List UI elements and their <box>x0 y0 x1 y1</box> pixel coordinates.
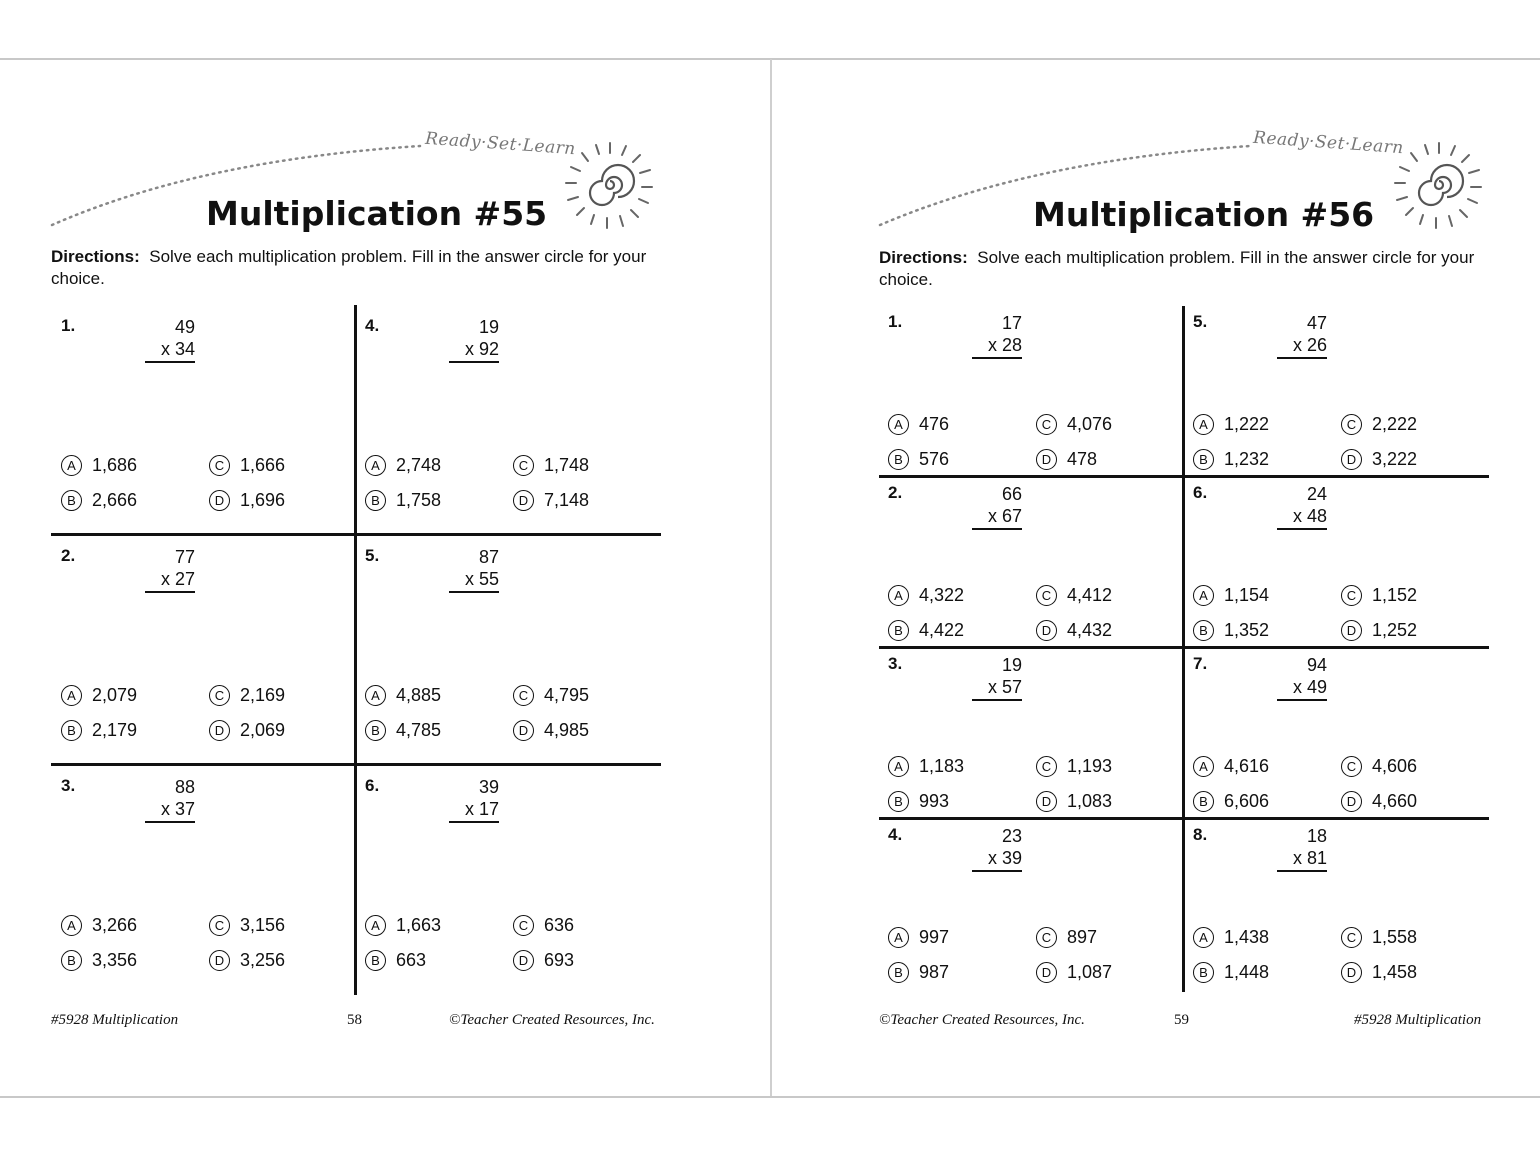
choice-value: 1,087 <box>1067 962 1113 982</box>
answer-circle-c[interactable]: C <box>513 915 534 936</box>
directions <box>879 247 1499 291</box>
answer-choice-b[interactable] <box>1193 962 1269 983</box>
answer-circle-a[interactable]: A <box>1193 585 1214 606</box>
choice-value: 3,266 <box>92 915 138 935</box>
answer-choice-c[interactable] <box>1036 585 1112 606</box>
answer-circle-a[interactable]: A <box>1193 756 1214 777</box>
answer-choice-d[interactable] <box>1341 962 1417 983</box>
answer-choice-d[interactable] <box>1036 962 1112 983</box>
answer-circle-b[interactable]: B <box>1193 620 1214 641</box>
choice-value: 1,183 <box>919 756 965 776</box>
grid-horizontal-divider <box>879 475 1489 478</box>
problem-number: 6. <box>1193 483 1208 502</box>
choice-value: 997 <box>919 927 950 947</box>
choice-value: 3,222 <box>1372 449 1418 469</box>
answer-circle-a[interactable]: A <box>888 756 909 777</box>
choice-value: 1,663 <box>396 915 442 935</box>
multiplication-problem <box>1277 483 1327 530</box>
page-title: Multiplication #56 <box>1033 195 1375 234</box>
choice-value: 4,785 <box>396 720 442 740</box>
answer-choice-b[interactable] <box>61 720 137 741</box>
multiplier: x 81 <box>1277 847 1327 872</box>
answer-choice-a[interactable] <box>888 585 964 606</box>
choice-value: 7,148 <box>544 490 590 510</box>
answer-circle-a[interactable]: A <box>61 915 82 936</box>
answer-choice-a[interactable] <box>1193 927 1269 948</box>
choice-value: 4,885 <box>396 685 442 705</box>
problem-number: 2. <box>61 546 76 565</box>
choice-value: 1,222 <box>1224 414 1270 434</box>
choice-value: 3,256 <box>240 950 286 970</box>
answer-choice-a[interactable] <box>1193 756 1269 777</box>
answer-circle-b[interactable]: B <box>61 950 82 971</box>
multiplication-problem <box>1277 825 1327 872</box>
multiplier: x 67 <box>972 505 1022 530</box>
answer-circle-b[interactable]: B <box>1193 449 1214 470</box>
answer-circle-b[interactable]: B <box>365 490 386 511</box>
choice-value: 4,985 <box>544 720 590 740</box>
answer-circle-c[interactable]: C <box>1341 585 1362 606</box>
multiplication-problem <box>1277 654 1327 701</box>
choice-value: 3,356 <box>92 950 138 970</box>
multiplication-problem <box>972 483 1022 530</box>
multiplier: x 17 <box>449 798 499 823</box>
answer-circle-d[interactable]: D <box>513 490 534 511</box>
answer-circle-c[interactable]: C <box>209 455 230 476</box>
multiplication-problem <box>1277 312 1327 359</box>
answer-choice-a[interactable] <box>61 685 137 706</box>
multiplicand: 77 <box>174 547 195 567</box>
problem-number: 2. <box>888 483 903 502</box>
choice-value: 4,660 <box>1372 791 1418 811</box>
answer-circle-d[interactable]: D <box>1036 620 1057 641</box>
grid-horizontal-divider <box>879 817 1489 820</box>
multiplier: x 34 <box>145 338 195 363</box>
answer-choice-c[interactable] <box>1036 756 1112 777</box>
answer-choice-c[interactable] <box>209 685 285 706</box>
multiplication-problem <box>972 312 1022 359</box>
choice-value: 636 <box>544 915 575 935</box>
multiplier: x 57 <box>972 676 1022 701</box>
multiplier: x 27 <box>145 568 195 593</box>
answer-choice-d[interactable] <box>1036 449 1097 470</box>
multiplicand: 66 <box>1001 484 1022 504</box>
answer-circle-b[interactable]: B <box>888 791 909 812</box>
multiplicand: 18 <box>1306 826 1327 846</box>
answer-circle-a[interactable]: A <box>888 585 909 606</box>
choice-value: 478 <box>1067 449 1098 469</box>
sun-spiral-icon <box>1389 135 1489 235</box>
answer-circle-b[interactable]: B <box>1193 791 1214 812</box>
answer-choice-b[interactable] <box>888 449 949 470</box>
answer-circle-d[interactable]: D <box>209 720 230 741</box>
problem-number: 3. <box>61 776 76 795</box>
answer-choice-a[interactable] <box>61 455 137 476</box>
answer-circle-c[interactable]: C <box>209 915 230 936</box>
choice-value: 1,458 <box>1372 962 1418 982</box>
multiplier: x 28 <box>972 334 1022 359</box>
answer-choice-d[interactable] <box>209 490 285 511</box>
answer-choice-d[interactable] <box>513 720 589 741</box>
answer-circle-a[interactable]: A <box>1193 414 1214 435</box>
answer-choice-c[interactable] <box>1036 414 1112 435</box>
directions-label: Directions: <box>51 247 140 266</box>
answer-circle-c[interactable]: C <box>1341 414 1362 435</box>
choice-value: 693 <box>544 950 575 970</box>
choice-value: 1,666 <box>240 455 286 475</box>
answer-choice-a[interactable] <box>61 915 137 936</box>
page-title: Multiplication #55 <box>206 194 548 233</box>
multiplication-problem <box>449 316 499 363</box>
problem-number: 1. <box>888 312 903 331</box>
choice-value: 1,748 <box>544 455 590 475</box>
multiplication-problem <box>449 546 499 593</box>
footer-book-code: #5928 Multiplication <box>51 1012 179 1028</box>
answer-choice-d[interactable] <box>1341 791 1417 812</box>
choice-value: 4,616 <box>1224 756 1270 776</box>
choice-value: 993 <box>919 791 950 811</box>
choice-value: 6,606 <box>1224 791 1270 811</box>
answer-circle-c[interactable]: C <box>209 685 230 706</box>
answer-circle-a[interactable]: A <box>61 685 82 706</box>
answer-circle-a[interactable]: A <box>888 414 909 435</box>
problem-number: 1. <box>61 316 76 335</box>
multiplier: x 48 <box>1277 505 1327 530</box>
answer-circle-c[interactable]: C <box>513 685 534 706</box>
problem-number: 5. <box>1193 312 1208 331</box>
answer-choice-c[interactable] <box>1341 585 1417 606</box>
directions <box>51 246 671 290</box>
answer-choice-d[interactable] <box>1036 791 1112 812</box>
answer-circle-b[interactable]: B <box>888 962 909 983</box>
answer-choice-b[interactable] <box>1193 791 1269 812</box>
footer-copyright: ©Teacher Created Resources, Inc. <box>879 1012 1085 1028</box>
answer-choice-b[interactable] <box>888 620 964 641</box>
multiplicand: 19 <box>1001 655 1022 675</box>
page-number: 59 <box>1174 1012 1189 1028</box>
answer-choice-b[interactable] <box>1193 449 1269 470</box>
choice-value: 3,156 <box>240 915 286 935</box>
choice-value: 1,154 <box>1224 585 1270 605</box>
answer-choice-c[interactable] <box>1341 756 1417 777</box>
answer-circle-a[interactable]: A <box>1193 927 1214 948</box>
answer-choice-a[interactable] <box>888 756 964 777</box>
answer-choice-c[interactable] <box>209 455 285 476</box>
choice-value: 1,232 <box>1224 449 1270 469</box>
choice-value: 1,193 <box>1067 756 1113 776</box>
answer-circle-c[interactable]: C <box>1036 756 1057 777</box>
answer-choice-b[interactable] <box>365 950 426 971</box>
footer-book-code: #5928 Multiplication <box>1354 1012 1482 1028</box>
answer-circle-d[interactable]: D <box>1341 962 1362 983</box>
answer-circle-a[interactable]: A <box>61 455 82 476</box>
multiplicand: 47 <box>1306 313 1327 333</box>
directions-text: Solve each multiplication problem. Fill in the answer circle for your choice. <box>879 248 1475 289</box>
answer-circle-b[interactable]: B <box>888 449 909 470</box>
footer-copyright: ©Teacher Created Resources, Inc. <box>449 1012 655 1028</box>
answer-choice-b[interactable] <box>888 962 949 983</box>
answer-circle-b[interactable]: B <box>61 720 82 741</box>
answer-circle-d[interactable]: D <box>209 490 230 511</box>
choice-value: 4,076 <box>1067 414 1113 434</box>
answer-circle-c[interactable]: C <box>513 455 534 476</box>
multiplication-problem <box>145 776 195 823</box>
choice-value: 2,179 <box>92 720 138 740</box>
answer-choice-a[interactable] <box>1193 585 1269 606</box>
answer-choice-d[interactable] <box>1341 449 1417 470</box>
choice-value: 2,666 <box>92 490 138 510</box>
answer-choice-d[interactable] <box>1036 620 1112 641</box>
answer-circle-b[interactable]: B <box>888 620 909 641</box>
multiplication-problem <box>972 825 1022 872</box>
answer-circle-a[interactable]: A <box>365 455 386 476</box>
multiplicand: 49 <box>174 317 195 337</box>
brand-logo-text: Ready·Set·Learn <box>424 128 577 160</box>
answer-choice-c[interactable] <box>209 915 285 936</box>
problem-number: 7. <box>1193 654 1208 673</box>
answer-choice-c[interactable] <box>513 685 589 706</box>
answer-circle-d[interactable]: D <box>1341 791 1362 812</box>
answer-choice-a[interactable] <box>365 455 441 476</box>
multiplier: x 37 <box>145 798 195 823</box>
grid-horizontal-divider <box>879 646 1489 649</box>
problem-number: 3. <box>888 654 903 673</box>
grid-vertical-divider <box>1182 306 1185 992</box>
directions-label: Directions: <box>879 248 968 267</box>
multiplier: x 39 <box>972 847 1022 872</box>
multiplication-problem <box>145 546 195 593</box>
multiplication-problem <box>449 776 499 823</box>
choice-value: 4,795 <box>544 685 590 705</box>
answer-circle-c[interactable]: C <box>1036 414 1057 435</box>
answer-choice-c[interactable] <box>513 455 589 476</box>
multiplicand: 94 <box>1306 655 1327 675</box>
choice-value: 2,222 <box>1372 414 1418 434</box>
problem-number: 4. <box>365 316 380 335</box>
worksheet-page-59 <box>772 0 1540 1155</box>
choice-value: 476 <box>919 414 950 434</box>
choice-value: 1,352 <box>1224 620 1270 640</box>
choice-value: 1,252 <box>1372 620 1418 640</box>
choice-value: 1,448 <box>1224 962 1270 982</box>
answer-circle-d[interactable]: D <box>1036 449 1057 470</box>
answer-circle-d[interactable]: D <box>209 950 230 971</box>
choice-value: 4,422 <box>919 620 965 640</box>
answer-choice-c[interactable] <box>1341 927 1417 948</box>
answer-choice-d[interactable] <box>209 720 285 741</box>
answer-circle-d[interactable]: D <box>1341 620 1362 641</box>
answer-choice-d[interactable] <box>513 490 589 511</box>
answer-circle-b[interactable]: B <box>1193 962 1214 983</box>
answer-choice-b[interactable] <box>888 791 949 812</box>
problem-number: 8. <box>1193 825 1208 844</box>
choice-value: 1,758 <box>396 490 442 510</box>
answer-circle-d[interactable]: D <box>513 720 534 741</box>
answer-choice-a[interactable] <box>888 927 949 948</box>
choice-value: 2,069 <box>240 720 286 740</box>
answer-choice-a[interactable] <box>365 915 441 936</box>
answer-choice-a[interactable] <box>888 414 949 435</box>
grid-horizontal-divider <box>51 763 661 766</box>
answer-choice-d[interactable] <box>1341 620 1417 641</box>
answer-circle-d[interactable]: D <box>1036 791 1057 812</box>
multiplicand: 19 <box>478 317 499 337</box>
choice-value: 4,606 <box>1372 756 1418 776</box>
answer-circle-a[interactable]: A <box>888 927 909 948</box>
answer-choice-d[interactable] <box>209 950 285 971</box>
choice-value: 1,152 <box>1372 585 1418 605</box>
multiplier: x 92 <box>449 338 499 363</box>
answer-choice-b[interactable] <box>365 720 441 741</box>
problem-number: 4. <box>888 825 903 844</box>
choice-value: 2,079 <box>92 685 138 705</box>
answer-choice-b[interactable] <box>365 490 441 511</box>
answer-circle-a[interactable]: A <box>365 915 386 936</box>
multiplicand: 39 <box>478 777 499 797</box>
answer-circle-c[interactable]: C <box>1036 927 1057 948</box>
answer-choice-c[interactable] <box>513 915 574 936</box>
answer-circle-d[interactable]: D <box>1036 962 1057 983</box>
multiplier: x 55 <box>449 568 499 593</box>
choice-value: 1,686 <box>92 455 138 475</box>
brand-logo-text: Ready·Set·Learn <box>1252 127 1405 159</box>
multiplicand: 87 <box>478 547 499 567</box>
problem-number: 6. <box>365 776 380 795</box>
multiplicand: 23 <box>1001 826 1022 846</box>
answer-circle-b[interactable]: B <box>61 490 82 511</box>
answer-choice-b[interactable] <box>61 490 137 511</box>
answer-choice-b[interactable] <box>1193 620 1269 641</box>
answer-choice-d[interactable] <box>513 950 574 971</box>
choice-value: 663 <box>396 950 427 970</box>
choice-value: 1,558 <box>1372 927 1418 947</box>
choice-value: 4,322 <box>919 585 965 605</box>
answer-circle-c[interactable]: C <box>1341 927 1362 948</box>
answer-circle-c[interactable]: C <box>1036 585 1057 606</box>
grid-vertical-divider <box>354 305 357 995</box>
choice-value: 4,412 <box>1067 585 1113 605</box>
choice-value: 4,432 <box>1067 620 1113 640</box>
choice-value: 576 <box>919 449 950 469</box>
answer-circle-d[interactable]: D <box>1341 449 1362 470</box>
multiplier: x 49 <box>1277 676 1327 701</box>
choice-value: 1,438 <box>1224 927 1270 947</box>
answer-choice-b[interactable] <box>61 950 137 971</box>
answer-choice-c[interactable] <box>1036 927 1097 948</box>
answer-circle-d[interactable]: D <box>513 950 534 971</box>
choice-value: 1,083 <box>1067 791 1113 811</box>
multiplication-problem <box>145 316 195 363</box>
directions-text: Solve each multiplication problem. Fill in the answer circle for your choice. <box>51 247 647 288</box>
page-number: 58 <box>347 1012 362 1028</box>
choice-value: 2,748 <box>396 455 442 475</box>
sun-spiral-icon <box>560 135 660 235</box>
answer-circle-b[interactable]: B <box>365 720 386 741</box>
multiplier: x 26 <box>1277 334 1327 359</box>
choice-value: 2,169 <box>240 685 286 705</box>
answer-circle-a[interactable]: A <box>365 685 386 706</box>
problem-number: 5. <box>365 546 380 565</box>
answer-circle-b[interactable]: B <box>365 950 386 971</box>
multiplication-problem <box>972 654 1022 701</box>
choice-value: 1,696 <box>240 490 286 510</box>
grid-horizontal-divider <box>51 533 661 536</box>
answer-choice-c[interactable] <box>1341 414 1417 435</box>
multiplicand: 17 <box>1001 313 1022 333</box>
answer-choice-a[interactable] <box>365 685 441 706</box>
choice-value: 897 <box>1067 927 1098 947</box>
multiplicand: 24 <box>1306 484 1327 504</box>
answer-circle-c[interactable]: C <box>1341 756 1362 777</box>
choice-value: 987 <box>919 962 950 982</box>
answer-choice-a[interactable] <box>1193 414 1269 435</box>
multiplicand: 88 <box>174 777 195 797</box>
